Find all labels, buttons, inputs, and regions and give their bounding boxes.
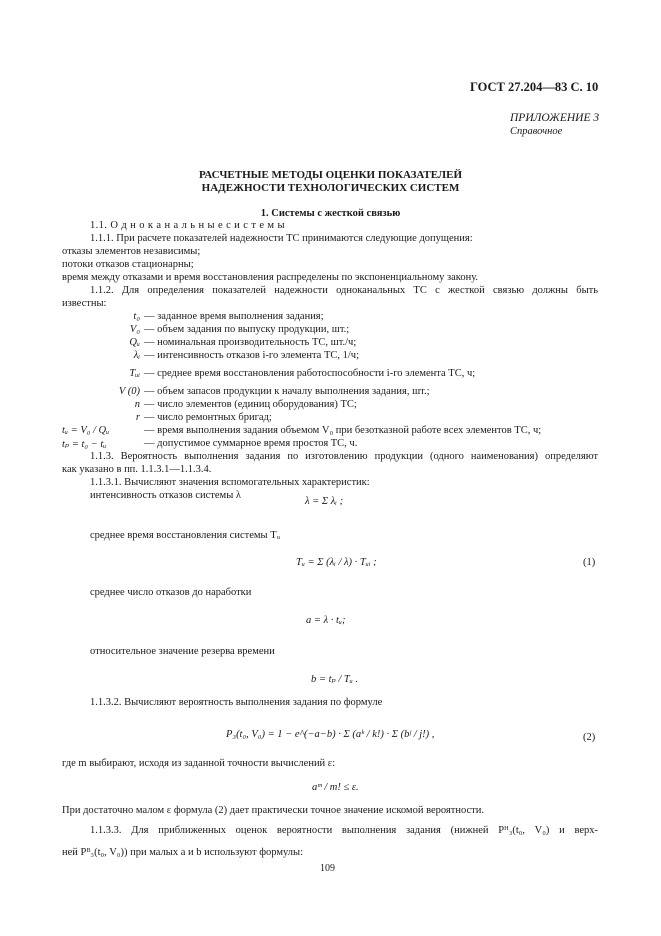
section-heading: 1. Системы с жесткой связью — [260, 208, 401, 219]
document-code: ГОСТ 27.204—83 С. 10 — [470, 80, 599, 94]
clause-1-1-3-line-2: как указано в пп. 1.1.3.1—1.1.3.4. — [62, 464, 212, 475]
def-text: — номинальная производительность ТС, шт./ч; — [144, 337, 357, 348]
def-text: — объем задания по выпуску продукции, шт.; — [144, 324, 350, 335]
equation-number-1: (1) — [583, 557, 596, 568]
lambda-intro: интенсивность отказов системы λ — [90, 490, 241, 501]
page-number: 109 — [320, 863, 335, 874]
def-text: — число ремонтных бригад; — [144, 412, 272, 423]
restore-time-intro: среднее время восстановления системы Tᵤ — [90, 530, 281, 541]
equation-lambda: λ = Σ λᵢ ; — [305, 496, 344, 507]
page-title-line-2: НАДЕЖНОСТИ ТЕХНОЛОГИЧЕСКИХ СИСТЕМ — [201, 182, 460, 194]
assumption-3: время между отказами и время восстановления распределены по экспоненциальному закону. — [62, 272, 479, 283]
def-symbol: V₀ — [129, 324, 140, 335]
def-text: — время выполнения задания объемом V₀ при безотказной работе всех элементов ТС, ч; — [144, 425, 542, 436]
equation-b: b = tₚ / Tᵤ . — [311, 674, 359, 685]
equation-restore-time: Tᵤ = Σ (λᵢ / λ) · Tᵤᵢ ; — [296, 557, 377, 568]
def-text: — число элементов (единиц оборудования) ТС; — [144, 399, 357, 410]
clause-1-1-3-3-line-1: 1.1.3.3. Для приближенных оценок вероятности выполнения задания (нижней Pᴴ₃(t₀, V₀) и верх- — [90, 825, 598, 836]
clause-1-1: 1.1. О д н о к а н а л ь н ы е с и с т е м ы — [90, 220, 285, 231]
def-symbol: Tᵤᵢ — [129, 368, 140, 379]
reference-label: Справочное — [510, 126, 563, 137]
clause-1-1-2-line-2: известны: — [62, 298, 107, 309]
clause-1-1-3-3-line-2: ней Pᴮ₃(t₀, V₀)) при малых a и b используют формулы: — [62, 847, 304, 858]
page-title-line-1: РАСЧЕТНЫЕ МЕТОДЫ ОЦЕНКИ ПОКАЗАТЕЛЕЙ — [198, 169, 463, 181]
small-epsilon-note: При достаточно малом ε формула (2) дает практически точное значение искомой вероятности. — [62, 805, 484, 816]
equation-a: a = λ · tᵤ; — [306, 615, 346, 626]
reserve-intro: относительное значение резерва времени — [90, 646, 275, 657]
def-text: — интенсивность отказов i-го элемента ТС, 1/ч; — [144, 350, 359, 361]
def-text: — допустимое суммарное время простоя ТС, ч. — [144, 438, 358, 449]
def-symbol: Qᵤ — [129, 337, 140, 348]
def-symbol: t₀ — [133, 311, 140, 322]
assumption-2: потоки отказов стационарны; — [62, 259, 194, 270]
appendix-label: ПРИЛОЖЕНИЕ 3 — [510, 112, 600, 124]
clause-1-1-3-2: 1.1.3.2. Вычисляют вероятность выполнения задания по формуле — [90, 697, 383, 708]
equation-number-2: (2) — [583, 732, 596, 743]
def-text: — заданное время выполнения задания; — [144, 311, 324, 322]
def-symbol: tₚ = t₀ − tᵤ — [62, 439, 107, 450]
def-symbol: n — [134, 399, 140, 410]
mean-failures-intro: среднее число отказов до наработки — [90, 587, 252, 598]
def-symbol: λᵢ — [133, 350, 140, 361]
clause-1-1-3-line-1: 1.1.3. Вероятность выполнения задания по изготовлению продукции (одного наименования) определяют — [90, 451, 598, 462]
def-symbol: V (0) — [118, 386, 140, 397]
equation-probability: P₃(t₀, V₀) = 1 − e^(−a−b) · Σ (aᵏ / k!) · Σ (bʲ / j!) , — [226, 729, 435, 740]
m-selection-note: где m выбирают, исходя из заданной точности вычислений ε: — [62, 758, 336, 769]
clause-1-1-2-line-1: 1.1.2. Для определения показателей надежности одноканальных ТС с жесткой связью должны быть — [90, 285, 598, 296]
def-text: — объем запасов продукции к началу выполнения задания, шт.; — [144, 386, 430, 397]
clause-1-1-3-1: 1.1.3.1. Вычисляют значения вспомогательных характеристик: — [90, 477, 370, 488]
clause-1-1-1: 1.1.1. При расчете показателей надежности ТС принимаются следующие допущения: — [90, 233, 473, 244]
assumption-1: отказы элементов независимы; — [62, 246, 201, 257]
equation-epsilon: aᵐ / m! ≤ ε. — [312, 782, 359, 793]
def-symbol: tᵤ = V₀ / Qᵤ — [62, 425, 110, 436]
def-symbol: r — [135, 412, 140, 423]
def-text: — среднее время восстановления работоспособности i-го элемента ТС, ч; — [144, 368, 476, 379]
